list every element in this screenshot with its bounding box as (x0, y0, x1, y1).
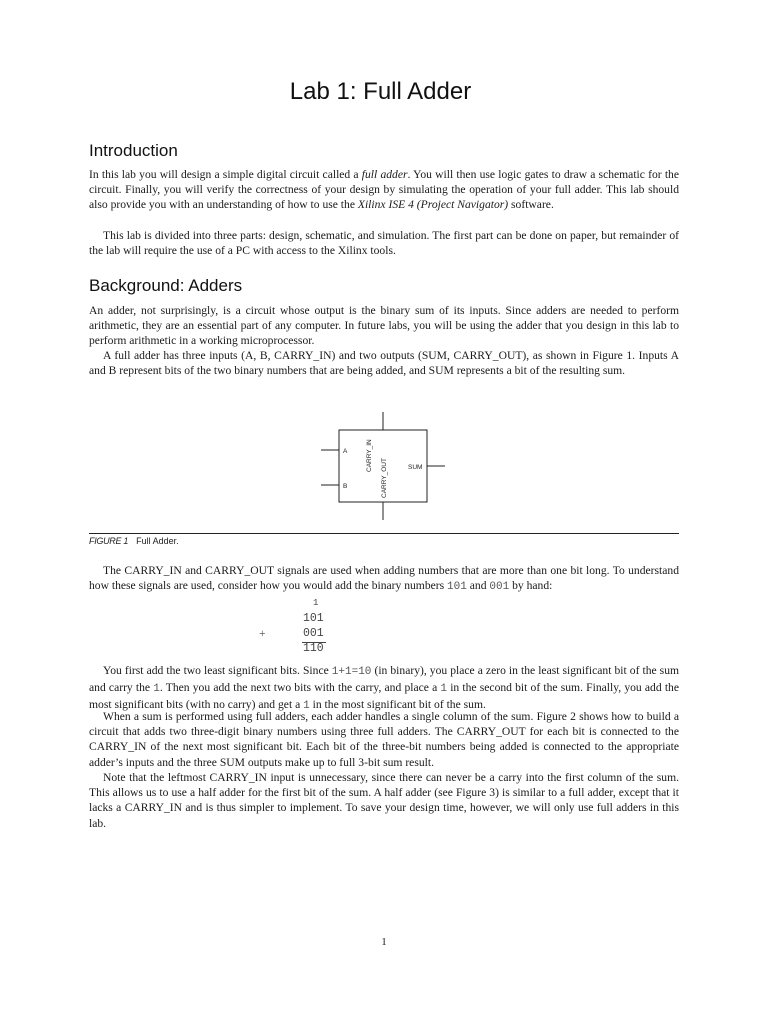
text-run: (in binary), you place a zero in the least significant bit of the sum and carry the (89, 664, 680, 695)
text-run: The CARRY_IN and CARRY_OUT signals are used when adding numbers that are more than one bit long. To understand how these signals are used, consider how you would add the binary numbers (89, 564, 679, 593)
operand-1: 101 (303, 612, 324, 625)
label-carry-in: CARRY_IN (366, 439, 373, 472)
text-run: software. (508, 198, 554, 212)
page-number: 1 (381, 936, 387, 948)
operand-2: 001 (303, 627, 324, 640)
emphasis-software-name: Xilinx ISE 4 (Project Navigator) (357, 198, 509, 212)
background-heading: Background: Adders (89, 276, 243, 295)
text-run: in the second bit of the sum. Finally, you add the most significant bits (with no carry) and get a (89, 681, 679, 712)
text-run: . You will then use logic gates to draw a schematic for the circuit. Finally, you will verify the correctness of your design by simulating the operation of your full adder. This lab should also provide you with an understanding of how to use the (89, 168, 679, 212)
binary-expression: 1+1=10 (331, 666, 372, 678)
binary-number: 001 (489, 581, 510, 594)
figure-number: FIGURE 1 (89, 536, 129, 546)
text-run: You first add the two least significant bits. Since (103, 664, 332, 677)
full-adders-paragraph: When a sum is performed using full adders, each adder handles a single column of the sum. Figure 2 shows how to build a circuit that adds two three-digit binary numbers using three full adders. The CARRY_OUT for each bit is connected to the CARRY_IN of the next most significant bit. Each bit of the three-bit numbers being added is connected to the appropriate adder’s inputs and the three SUM outputs make up to full 3-bit sum result. (89, 710, 679, 769)
addition-explanation-paragraph (89, 663, 679, 715)
introduction-heading: Introduction (89, 141, 178, 160)
introduction-paragraph-2: This lab is divided into three parts: design, schematic, and simulation. The first part can be done on paper, but remainder of the lab will require the use of a PC with access to the Xilinx tools. (89, 229, 679, 258)
figure-caption (89, 536, 179, 546)
text-run: . Then you add the next two bits with the carry, and place a (159, 681, 441, 695)
plus-sign: + (259, 628, 266, 640)
text-run: by hand: (509, 579, 553, 593)
label-a: A (343, 448, 348, 455)
background-paragraph-2: A full adder has three inputs (A, B, CARRY_IN) and two outputs (SUM, CARRY_OUT), as shown in Figure 1. Inputs A and B represent bits of the two binary numbers that are being added, and SUM represents a bit of the resulting sum. (89, 349, 679, 378)
binary-digit: 1 (303, 700, 310, 713)
figure-caption-text: Full Adder. (136, 536, 179, 546)
full-adder-diagram (318, 410, 448, 522)
introduction-paragraph-1 (89, 167, 679, 213)
label-carry-out: CARRY_OUT (381, 458, 388, 498)
text-run: In this lab you will design a simple digital circuit called a (89, 168, 362, 181)
background-paragraph-1: An adder, not surprisingly, is a circuit whose output is the binary sum of its inputs. Since adders are needed to perform arithmetic, they are an essential part of any computer. In future labs, you will be using the adder that you design in this lab to perform arithmetic in a working microprocessor. (89, 304, 679, 348)
binary-digit: 1 (440, 683, 448, 696)
text-run: in the most significant bit of the sum. (309, 698, 486, 712)
binary-number: 101 (447, 581, 467, 594)
label-sum: SUM (408, 464, 423, 471)
binary-digit: 1 (153, 683, 160, 696)
half-adder-paragraph: Note that the leftmost CARRY_IN input is unnecessary, since there can never be a carry into the first column of the sum. This allows us to use a half adder for the first bit of the sum. A half adder (see Figure 3) is similar to a full adder, except that it lacks a CARRY_IN and is thus simpler to implement. To save your design time, however, we will only use full adders in this lab. (89, 771, 679, 830)
addition-result: 110 (303, 642, 324, 655)
label-b: B (343, 483, 348, 490)
binary-addition-example (256, 598, 356, 658)
carry-paragraph (89, 563, 679, 595)
text-run: and (466, 579, 490, 593)
page-title: Lab 1: Full Adder (289, 78, 472, 105)
carry-digit: 1 (313, 598, 319, 608)
figure-divider (89, 533, 679, 534)
emphasis-full-adder: full adder (361, 168, 408, 181)
